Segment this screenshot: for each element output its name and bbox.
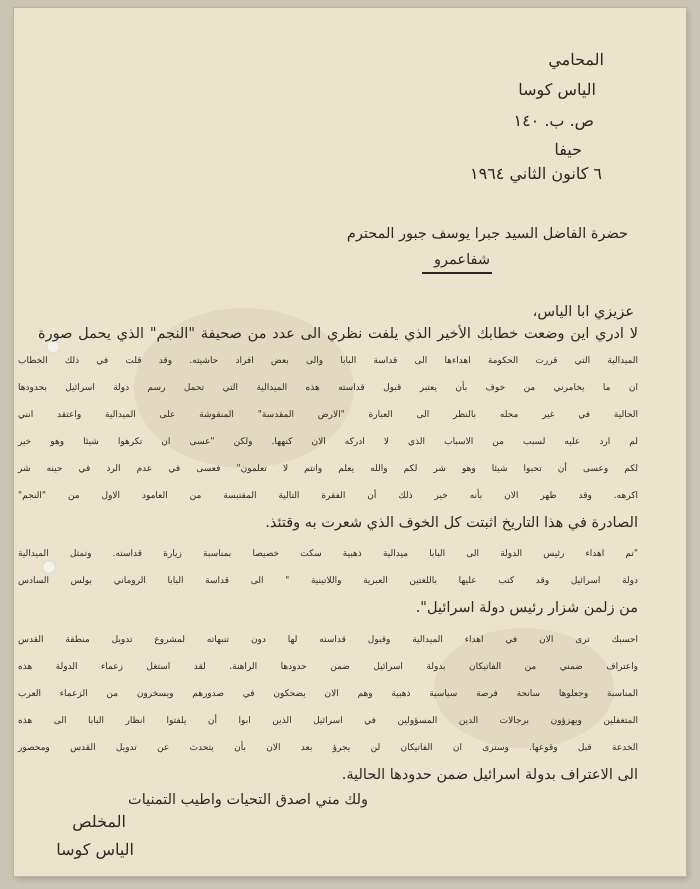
body-line: الميدالية التي قررت الحكومة اهداءها الى قداسة البابا والى بعض افراد حاشيته. وقد قلت في ذلك الخطاب bbox=[18, 356, 638, 366]
salutation: عزيزي ابا الياس، bbox=[532, 304, 634, 320]
closing-line: واعتراف ضمني من الفاتيكان بدولة اسرائيل ضمن حدودها الراهنة. لقد استغل زعماء الدولة هذه bbox=[18, 662, 638, 672]
quote-line: دولة اسرائيل وقد كتب عليها باللغتين العبرية واللاتينية " الى قداسة البابا الروماني بولس السادس bbox=[18, 576, 638, 586]
signature-name: الياس كوسا bbox=[56, 840, 134, 859]
letterhead-name: الياس كوسا bbox=[518, 80, 596, 99]
quote-line: "تم اهداء رئيس الدولة الى البابا ميدالية ذهبية سكت خصيصا بمناسبة زيارة قداسته. وتمثل الميدالية bbox=[18, 549, 638, 559]
closing-line: الخدعة قبل وقوعها. وسترى ان الفاتيكان لن يجرؤ بعد الان بأن يتحدث عن تدويل القدس ومحصور bbox=[18, 743, 638, 753]
body-line: الصادرة في هذا التاريخ اثبتت كل الخوف الذي شعرت به وقتئذ. bbox=[265, 515, 638, 531]
closing-line: احسبك ترى الان في اهداء الميدالية وقبول قداسته لها دون تنبهاته لمشروع تدويل منطقة القدس bbox=[18, 635, 638, 645]
body-line: الحالية في غير محله بالنظر الى العبارة "الارض المقدسة" المنقوشة على الميدالية واعتقد انني bbox=[18, 410, 638, 420]
recipient-location: شفاعمرو bbox=[434, 252, 490, 268]
body-line: ان ما يخامرني من خوف بأن يعتبر قبول قداسته هذه الميدالية التي تحمل رسم دولة اسرائيل بحدودها bbox=[18, 383, 638, 393]
body-line: لكم وعسى أن تحبوا شيئا وهو شر لكم والله يعلم وانتم لا تعلمون" فعسى في عدم الرد في حينه شر bbox=[18, 464, 638, 474]
letterhead-date: ٦ كانون الثاني ١٩٦٤ bbox=[470, 164, 602, 183]
closing-line: المناسبة وجعلوها سانحة فرصة سياسية ذهبية وهم الان يضحكون في صدورهم ويسخرون من الزعماء العرب bbox=[18, 689, 638, 699]
letterhead-city: حيفا bbox=[554, 140, 582, 159]
recipient-line: حضرة الفاضل السيد جبرا يوسف جبور المحترم bbox=[346, 226, 628, 242]
letterhead-po-box: ص. ب. ١٤٠ bbox=[513, 111, 594, 130]
letter-page bbox=[14, 8, 686, 876]
regards: ولك مني اصدق التحيات واطيب التمنيات bbox=[128, 792, 368, 808]
closing-line: الى الاعتراف بدولة اسرائيل ضمن حدودها الحالية. bbox=[341, 767, 638, 783]
quote-line: من زلمن شزار رئيس دولة اسرائيل". bbox=[415, 600, 638, 616]
signature-closing: المخلص bbox=[72, 812, 126, 831]
body-line: لم ارد عليه لسبب من الاسباب الذي لا ادركه الان كنهها. ولكن "عسى ان تكرهوا شيئا وهو خير bbox=[18, 437, 638, 447]
recipient-underline bbox=[422, 272, 492, 274]
body-line: اكرهه. وقد ظهر الان بأنه خير ذلك أن الفقرة التالية المقتبسة من العامود الاول من "النجم" bbox=[18, 491, 638, 501]
body-line: لا ادري اين وضعت خطابك الأخير الذي يلفت نظري الى عدد من صحيفة "النجم" الذي يحمل صورة bbox=[38, 326, 638, 342]
letterhead-title: المحامي bbox=[548, 50, 604, 69]
closing-line: المتغفلين ويهزؤون برجالات الدين المسؤولين في اسرائيل الذين ابوا أن يلفتوا انظار البابا الى هذه bbox=[18, 716, 638, 726]
